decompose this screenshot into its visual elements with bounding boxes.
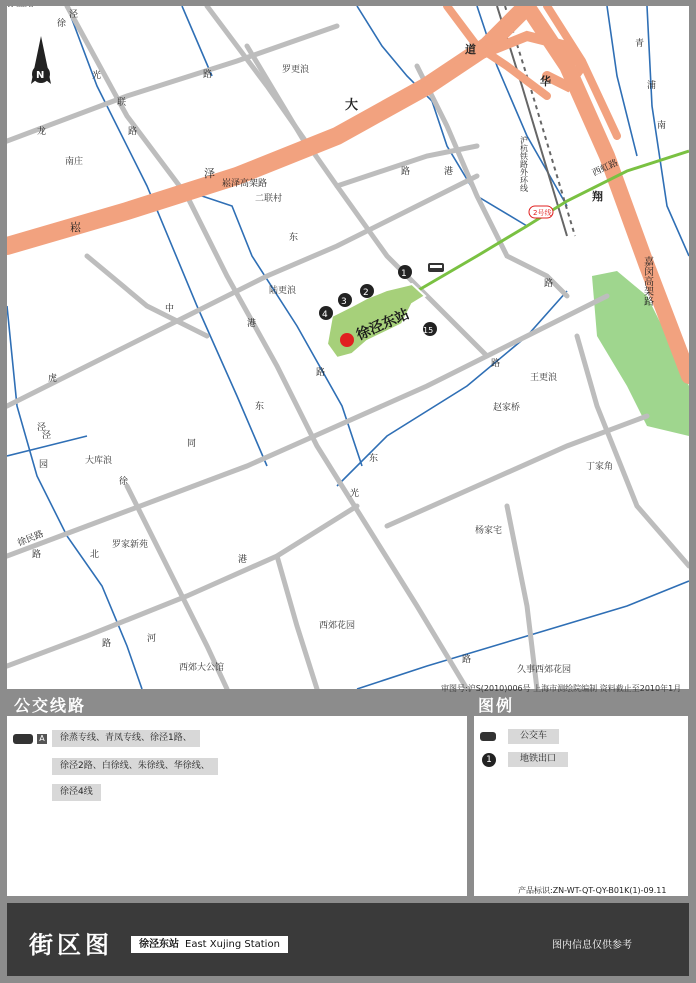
place-label: 杨家宅 xyxy=(475,526,503,536)
legend-bus-icon xyxy=(480,732,496,741)
road-label: 光 xyxy=(350,489,360,499)
footer-station xyxy=(131,936,288,953)
bus-icon xyxy=(13,734,33,744)
exit-4[interactable] xyxy=(319,306,333,320)
road-label: 港 xyxy=(444,167,454,177)
street-map[interactable] xyxy=(7,6,689,693)
footer-note: 图内信息仅供参考 xyxy=(552,940,632,951)
place-labels xyxy=(65,63,613,675)
road-label: 沪杭铁路外环线 xyxy=(519,136,529,192)
road-label: 东 xyxy=(289,233,299,243)
place-label: 王更浪 xyxy=(530,373,558,383)
map-canvas xyxy=(7,6,689,689)
road-label: 泽 xyxy=(204,167,215,180)
road-label: 东 xyxy=(369,454,379,464)
road-label: 路 xyxy=(128,127,138,137)
road-label: 南 xyxy=(657,121,667,131)
station-name: 徐泾东站 xyxy=(354,306,412,344)
road-label: 青 xyxy=(635,39,645,49)
bus-route-row[interactable]: 徐蒸专线、青凤专线、徐泾1路、 xyxy=(52,730,200,747)
road-label: 浦 xyxy=(647,81,657,91)
line-2-badge xyxy=(529,206,553,218)
road-label: 泾 xyxy=(37,423,47,433)
bus-route-row[interactable]: 徐泾2路、白徐线、朱徐线、华徐线、 xyxy=(52,758,218,775)
road-label: 港 xyxy=(238,555,248,565)
road-label xyxy=(7,6,16,9)
place-label: 罗家新苑 xyxy=(112,540,149,550)
road-label: 光 xyxy=(92,71,102,81)
footer-station-cn: 徐泾东站 xyxy=(139,939,179,950)
road-label: 港 xyxy=(247,319,257,329)
svg-text:3: 3 xyxy=(341,297,347,307)
road-label: 龙 xyxy=(37,127,47,137)
exit-15[interactable] xyxy=(423,322,437,336)
road-label: 路 xyxy=(102,639,112,649)
road-label: 路 xyxy=(316,368,326,378)
road-label: 园 xyxy=(39,460,49,470)
bus-route-row[interactable]: 徐泾4线 xyxy=(52,784,101,801)
legend-panel xyxy=(474,716,688,896)
road-label: 崧 xyxy=(70,221,81,234)
place-label: 大库浪 xyxy=(85,456,113,466)
metro-logo-icon xyxy=(340,333,354,347)
svg-text:15: 15 xyxy=(423,326,434,335)
road-label: 路 xyxy=(491,359,501,369)
place-label: 二联村 xyxy=(255,194,283,204)
place-label: 赵家桥 xyxy=(493,403,521,413)
legend-section-title: 图例 xyxy=(478,696,515,715)
road-label: 北 xyxy=(90,550,100,560)
road-label: 崧泽高架路 xyxy=(222,179,268,189)
road-label: 虎 xyxy=(48,374,58,384)
road-label: 路 xyxy=(32,550,42,560)
svg-text:2: 2 xyxy=(363,288,369,298)
road-label: 中 xyxy=(165,304,175,314)
place-label: 南庄 xyxy=(65,157,84,167)
product-id: 产品标识:ZN-WT-QT-QY-B01K(1)-09.11 xyxy=(518,886,667,895)
road-label: 泾 xyxy=(42,431,52,441)
place-label: 罗更浪 xyxy=(282,65,310,75)
svg-text:1: 1 xyxy=(401,269,407,279)
exit-2[interactable] xyxy=(360,284,374,298)
review-note: 审图号:沪S(2010)006号 上海市测绘院编制 资料截止至2010年1月 xyxy=(441,684,682,693)
legend-bus-label: 公交车 xyxy=(508,729,559,744)
bus-stop-icon[interactable] xyxy=(428,263,444,272)
footer-title: 街区图 xyxy=(29,931,113,959)
footer-station-en: East Xujing Station xyxy=(185,939,280,950)
exit-1[interactable] xyxy=(398,265,412,279)
road-label: 徐 xyxy=(57,19,67,29)
road-label: 东 xyxy=(255,402,265,412)
road-label: 路 xyxy=(203,70,213,80)
road-label: 路 xyxy=(544,279,554,289)
legend-exit-label: 地铁出口 xyxy=(508,752,568,767)
road-label: 翔 xyxy=(592,190,603,203)
road-label: 徐 xyxy=(119,477,129,487)
bus-badge: A xyxy=(37,734,47,744)
legend-exit-icon: 1 xyxy=(482,753,496,767)
svg-text:4: 4 xyxy=(322,310,328,320)
road-label: 联 xyxy=(117,98,127,108)
road-label: 嘉闵高架路 xyxy=(641,256,653,306)
road-label: 华 xyxy=(540,75,551,88)
exit-3[interactable] xyxy=(338,293,352,307)
bus-routes-panel xyxy=(7,716,467,896)
road-label: 道 xyxy=(465,43,476,56)
north-arrow-icon xyxy=(31,36,51,84)
footer-bar xyxy=(7,903,689,976)
svg-text:2号线: 2号线 xyxy=(533,209,552,217)
place-label: 西郊花园 xyxy=(319,621,356,631)
road-label: 路 xyxy=(401,167,411,177)
road-label: 大 xyxy=(345,98,359,113)
place-label: 陆更浪 xyxy=(269,286,297,296)
bus-section-title: 公交线路 xyxy=(14,696,87,715)
road-label: 同 xyxy=(187,439,197,449)
place-label: 丁家角 xyxy=(586,462,614,472)
svg-text:N: N xyxy=(36,70,45,81)
road-label: 西虹路 xyxy=(591,158,620,179)
road-label: 路 xyxy=(462,655,472,665)
road-label: 河 xyxy=(147,634,157,644)
place-label: 西郊大公馆 xyxy=(179,663,225,673)
road-label: 泾 xyxy=(69,10,79,20)
road-label: 徐民路 xyxy=(16,529,46,549)
place-label: 久事西郊花园 xyxy=(517,665,572,675)
